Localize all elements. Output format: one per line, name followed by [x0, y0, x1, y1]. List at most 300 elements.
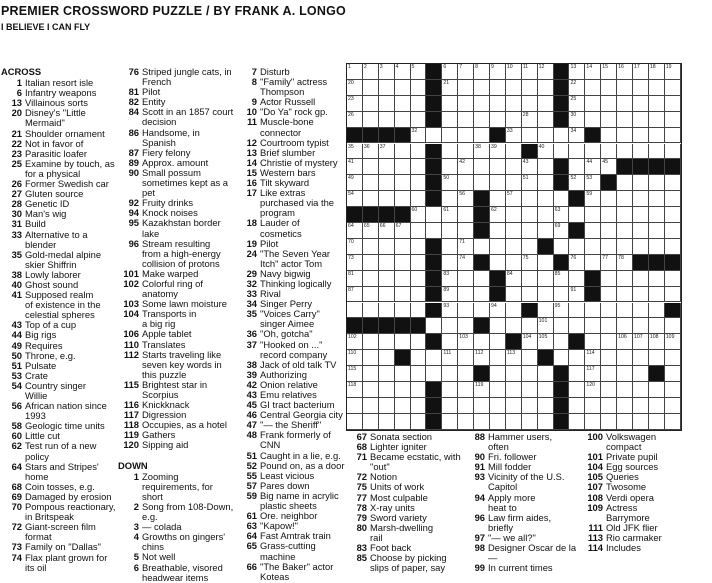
grid-cell[interactable] — [617, 239, 633, 255]
grid-cell[interactable] — [347, 287, 363, 303]
grid-cell[interactable] — [665, 112, 681, 128]
grid-cell[interactable] — [442, 128, 458, 144]
grid-cell[interactable] — [601, 318, 617, 334]
grid-cell[interactable] — [633, 271, 649, 287]
grid-cell[interactable] — [490, 112, 506, 128]
grid-cell[interactable] — [347, 191, 363, 207]
grid-cell[interactable] — [411, 239, 427, 255]
grid-cell[interactable] — [379, 80, 395, 96]
grid-cell[interactable] — [458, 398, 474, 414]
grid-cell[interactable] — [474, 334, 490, 350]
grid-cell[interactable] — [379, 303, 395, 319]
grid-cell[interactable] — [665, 223, 681, 239]
grid-cell[interactable] — [538, 255, 554, 271]
grid-cell[interactable] — [601, 414, 617, 430]
grid-cell[interactable] — [347, 159, 363, 175]
grid-cell[interactable] — [426, 207, 442, 223]
grid-cell[interactable] — [585, 382, 601, 398]
grid-cell[interactable] — [506, 112, 522, 128]
grid-cell[interactable] — [474, 128, 490, 144]
grid-cell[interactable] — [347, 175, 363, 191]
grid-cell[interactable] — [649, 398, 665, 414]
grid-cell[interactable] — [633, 239, 649, 255]
grid-cell[interactable] — [601, 112, 617, 128]
grid-cell[interactable] — [633, 414, 649, 430]
grid-cell[interactable] — [554, 318, 570, 334]
grid-cell[interactable] — [538, 382, 554, 398]
grid-cell[interactable] — [569, 303, 585, 319]
grid-cell[interactable] — [442, 175, 458, 191]
grid-cell[interactable] — [379, 382, 395, 398]
grid-cell[interactable] — [363, 144, 379, 160]
grid-cell[interactable] — [442, 382, 458, 398]
grid-cell[interactable] — [538, 96, 554, 112]
grid-cell[interactable] — [617, 271, 633, 287]
grid-cell[interactable] — [633, 350, 649, 366]
grid-cell[interactable] — [363, 303, 379, 319]
grid-cell[interactable] — [363, 414, 379, 430]
grid-cell[interactable] — [554, 128, 570, 144]
grid-cell[interactable] — [474, 271, 490, 287]
grid-cell[interactable] — [347, 223, 363, 239]
grid-cell[interactable] — [665, 334, 681, 350]
grid-cell[interactable] — [506, 350, 522, 366]
grid-cell[interactable] — [633, 191, 649, 207]
grid-cell[interactable] — [411, 223, 427, 239]
grid-cell[interactable] — [585, 64, 601, 80]
grid-cell[interactable] — [538, 80, 554, 96]
grid-cell[interactable] — [538, 128, 554, 144]
grid-cell[interactable] — [601, 334, 617, 350]
grid-cell[interactable] — [363, 334, 379, 350]
grid-cell[interactable] — [379, 175, 395, 191]
grid-cell[interactable] — [554, 191, 570, 207]
grid-cell[interactable] — [585, 255, 601, 271]
grid-cell[interactable] — [585, 112, 601, 128]
grid-cell[interactable] — [442, 303, 458, 319]
grid-cell[interactable] — [601, 223, 617, 239]
grid-cell[interactable] — [506, 318, 522, 334]
grid-cell[interactable] — [649, 271, 665, 287]
grid-cell[interactable] — [633, 287, 649, 303]
grid-cell[interactable] — [347, 239, 363, 255]
grid-cell[interactable] — [506, 159, 522, 175]
grid-cell[interactable] — [379, 239, 395, 255]
grid-cell[interactable] — [442, 350, 458, 366]
grid-cell[interactable] — [617, 398, 633, 414]
grid-cell[interactable] — [347, 271, 363, 287]
grid-cell[interactable] — [411, 414, 427, 430]
grid-cell[interactable] — [395, 112, 411, 128]
grid-cell[interactable] — [585, 144, 601, 160]
grid-cell[interactable] — [347, 398, 363, 414]
grid-cell[interactable] — [458, 414, 474, 430]
grid-cell[interactable] — [506, 382, 522, 398]
grid-cell[interactable] — [569, 350, 585, 366]
grid-cell[interactable] — [474, 175, 490, 191]
grid-cell[interactable] — [506, 303, 522, 319]
grid-cell[interactable] — [665, 271, 681, 287]
grid-cell[interactable] — [506, 287, 522, 303]
grid-cell[interactable] — [490, 303, 506, 319]
grid-cell[interactable] — [411, 207, 427, 223]
grid-cell[interactable] — [522, 191, 538, 207]
grid-cell[interactable] — [490, 64, 506, 80]
grid-cell[interactable] — [538, 207, 554, 223]
grid-cell[interactable] — [585, 366, 601, 382]
grid-cell[interactable] — [649, 414, 665, 430]
grid-cell[interactable] — [506, 223, 522, 239]
grid-cell[interactable] — [395, 398, 411, 414]
grid-cell[interactable] — [474, 239, 490, 255]
grid-cell[interactable] — [665, 239, 681, 255]
grid-cell[interactable] — [506, 366, 522, 382]
grid-cell[interactable] — [426, 223, 442, 239]
grid-cell[interactable] — [474, 382, 490, 398]
grid-cell[interactable] — [522, 207, 538, 223]
grid-cell[interactable] — [554, 287, 570, 303]
grid-cell[interactable] — [395, 366, 411, 382]
grid-cell[interactable] — [522, 80, 538, 96]
grid-cell[interactable] — [347, 96, 363, 112]
grid-cell[interactable] — [474, 414, 490, 430]
grid-cell[interactable] — [554, 239, 570, 255]
grid-cell[interactable] — [458, 64, 474, 80]
grid-cell[interactable] — [522, 64, 538, 80]
grid-cell[interactable] — [601, 191, 617, 207]
grid-cell[interactable] — [490, 223, 506, 239]
grid-cell[interactable] — [569, 96, 585, 112]
grid-cell[interactable] — [442, 144, 458, 160]
grid-cell[interactable] — [538, 112, 554, 128]
grid-cell[interactable] — [395, 239, 411, 255]
grid-cell[interactable] — [506, 128, 522, 144]
grid-cell[interactable] — [522, 398, 538, 414]
grid-cell[interactable] — [411, 366, 427, 382]
grid-cell[interactable] — [522, 175, 538, 191]
grid-cell[interactable] — [363, 382, 379, 398]
grid-cell[interactable] — [585, 175, 601, 191]
grid-cell[interactable] — [649, 112, 665, 128]
grid-cell[interactable] — [522, 414, 538, 430]
grid-cell[interactable] — [395, 271, 411, 287]
grid-cell[interactable] — [506, 175, 522, 191]
grid-cell[interactable] — [379, 350, 395, 366]
grid-cell[interactable] — [649, 191, 665, 207]
grid-cell[interactable] — [442, 271, 458, 287]
grid-cell[interactable] — [490, 207, 506, 223]
grid-cell[interactable] — [490, 144, 506, 160]
grid-cell[interactable] — [442, 414, 458, 430]
grid-cell[interactable] — [458, 334, 474, 350]
grid-cell[interactable] — [649, 303, 665, 319]
grid-cell[interactable] — [522, 239, 538, 255]
grid-cell[interactable] — [538, 287, 554, 303]
grid-cell[interactable] — [490, 96, 506, 112]
grid-cell[interactable] — [585, 191, 601, 207]
grid-cell[interactable] — [601, 255, 617, 271]
grid-cell[interactable] — [569, 159, 585, 175]
grid-cell[interactable] — [538, 303, 554, 319]
grid-cell[interactable] — [601, 287, 617, 303]
grid-cell[interactable] — [585, 80, 601, 96]
grid-cell[interactable] — [506, 255, 522, 271]
grid-cell[interactable] — [522, 96, 538, 112]
grid-cell[interactable] — [585, 223, 601, 239]
grid-cell[interactable] — [585, 303, 601, 319]
grid-cell[interactable] — [538, 159, 554, 175]
grid-cell[interactable] — [585, 239, 601, 255]
grid-cell[interactable] — [601, 64, 617, 80]
grid-cell[interactable] — [458, 223, 474, 239]
grid-cell[interactable] — [633, 318, 649, 334]
grid-cell[interactable] — [538, 271, 554, 287]
grid-cell[interactable] — [538, 64, 554, 80]
grid-cell[interactable] — [649, 287, 665, 303]
grid-cell[interactable] — [522, 318, 538, 334]
grid-cell[interactable] — [411, 159, 427, 175]
grid-cell[interactable] — [665, 398, 681, 414]
grid-cell[interactable] — [490, 239, 506, 255]
grid-cell[interactable] — [554, 223, 570, 239]
grid-cell[interactable] — [633, 80, 649, 96]
grid-cell[interactable] — [458, 175, 474, 191]
grid-cell[interactable] — [347, 366, 363, 382]
grid-cell[interactable] — [633, 175, 649, 191]
grid-cell[interactable] — [569, 414, 585, 430]
grid-cell[interactable] — [522, 334, 538, 350]
grid-cell[interactable] — [490, 159, 506, 175]
grid-cell[interactable] — [601, 303, 617, 319]
grid-cell[interactable] — [379, 144, 395, 160]
grid-cell[interactable] — [538, 398, 554, 414]
grid-cell[interactable] — [617, 255, 633, 271]
grid-cell[interactable] — [474, 287, 490, 303]
grid-cell[interactable] — [474, 159, 490, 175]
grid-cell[interactable] — [395, 159, 411, 175]
grid-cell[interactable] — [426, 318, 442, 334]
grid-cell[interactable] — [554, 334, 570, 350]
grid-cell[interactable] — [569, 64, 585, 80]
grid-cell[interactable] — [617, 318, 633, 334]
grid-cell[interactable] — [347, 350, 363, 366]
grid-cell[interactable] — [363, 191, 379, 207]
grid-cell[interactable] — [554, 303, 570, 319]
grid-cell[interactable] — [458, 239, 474, 255]
grid-cell[interactable] — [506, 207, 522, 223]
grid-cell[interactable] — [554, 207, 570, 223]
grid-cell[interactable] — [649, 64, 665, 80]
grid-cell[interactable] — [585, 334, 601, 350]
grid-cell[interactable] — [363, 255, 379, 271]
grid-cell[interactable] — [601, 366, 617, 382]
grid-cell[interactable] — [395, 64, 411, 80]
grid-cell[interactable] — [617, 382, 633, 398]
grid-cell[interactable] — [538, 334, 554, 350]
grid-cell[interactable] — [506, 144, 522, 160]
grid-cell[interactable] — [617, 303, 633, 319]
grid-cell[interactable] — [585, 398, 601, 414]
grid-cell[interactable] — [411, 398, 427, 414]
grid-cell[interactable] — [458, 191, 474, 207]
grid-cell[interactable] — [633, 334, 649, 350]
grid-cell[interactable] — [458, 80, 474, 96]
grid-cell[interactable] — [379, 112, 395, 128]
grid-cell[interactable] — [633, 223, 649, 239]
grid-cell[interactable] — [633, 207, 649, 223]
grid-cell[interactable] — [538, 366, 554, 382]
grid-cell[interactable] — [347, 334, 363, 350]
grid-cell[interactable] — [506, 239, 522, 255]
grid-cell[interactable] — [617, 287, 633, 303]
grid-cell[interactable] — [442, 64, 458, 80]
grid-cell[interactable] — [585, 350, 601, 366]
grid-cell[interactable] — [490, 382, 506, 398]
grid-cell[interactable] — [585, 96, 601, 112]
grid-cell[interactable] — [363, 223, 379, 239]
grid-cell[interactable] — [411, 80, 427, 96]
grid-cell[interactable] — [395, 175, 411, 191]
grid-cell[interactable] — [347, 303, 363, 319]
grid-cell[interactable] — [665, 80, 681, 96]
grid-cell[interactable] — [442, 287, 458, 303]
grid-cell[interactable] — [569, 175, 585, 191]
grid-cell[interactable] — [665, 350, 681, 366]
grid-cell[interactable] — [649, 80, 665, 96]
grid-cell[interactable] — [569, 318, 585, 334]
grid-cell[interactable] — [379, 414, 395, 430]
grid-cell[interactable] — [506, 271, 522, 287]
grid-cell[interactable] — [458, 303, 474, 319]
grid-cell[interactable] — [411, 350, 427, 366]
grid-cell[interactable] — [474, 80, 490, 96]
grid-cell[interactable] — [617, 366, 633, 382]
grid-cell[interactable] — [458, 318, 474, 334]
grid-cell[interactable] — [538, 318, 554, 334]
grid-cell[interactable] — [490, 80, 506, 96]
grid-cell[interactable] — [490, 398, 506, 414]
grid-cell[interactable] — [585, 414, 601, 430]
grid-cell[interactable] — [601, 239, 617, 255]
grid-cell[interactable] — [601, 144, 617, 160]
grid-cell[interactable] — [490, 175, 506, 191]
grid-cell[interactable] — [633, 398, 649, 414]
grid-cell[interactable] — [490, 255, 506, 271]
grid-cell[interactable] — [569, 128, 585, 144]
grid-cell[interactable] — [411, 255, 427, 271]
grid-cell[interactable] — [395, 96, 411, 112]
grid-cell[interactable] — [442, 80, 458, 96]
grid-cell[interactable] — [554, 271, 570, 287]
grid-cell[interactable] — [665, 144, 681, 160]
grid-cell[interactable] — [363, 175, 379, 191]
grid-cell[interactable] — [649, 350, 665, 366]
grid-cell[interactable] — [569, 382, 585, 398]
grid-cell[interactable] — [569, 255, 585, 271]
grid-cell[interactable] — [522, 287, 538, 303]
grid-cell[interactable] — [411, 271, 427, 287]
grid-cell[interactable] — [506, 191, 522, 207]
grid-cell[interactable] — [649, 382, 665, 398]
grid-cell[interactable] — [665, 318, 681, 334]
grid-cell[interactable] — [569, 271, 585, 287]
grid-cell[interactable] — [665, 64, 681, 80]
grid-cell[interactable] — [458, 128, 474, 144]
grid-cell[interactable] — [379, 366, 395, 382]
grid-cell[interactable] — [395, 80, 411, 96]
grid-cell[interactable] — [411, 334, 427, 350]
grid-cell[interactable] — [633, 64, 649, 80]
grid-cell[interactable] — [522, 223, 538, 239]
grid-cell[interactable] — [585, 159, 601, 175]
grid-cell[interactable] — [522, 382, 538, 398]
grid-cell[interactable] — [649, 334, 665, 350]
grid-cell[interactable] — [347, 255, 363, 271]
grid-cell[interactable] — [442, 334, 458, 350]
grid-cell[interactable] — [522, 128, 538, 144]
grid-cell[interactable] — [442, 207, 458, 223]
grid-cell[interactable] — [411, 96, 427, 112]
grid-cell[interactable] — [363, 287, 379, 303]
grid-cell[interactable] — [522, 112, 538, 128]
grid-cell[interactable] — [411, 128, 427, 144]
grid-cell[interactable] — [522, 350, 538, 366]
grid-cell[interactable] — [665, 191, 681, 207]
grid-cell[interactable] — [617, 414, 633, 430]
grid-cell[interactable] — [617, 191, 633, 207]
grid-cell[interactable] — [569, 80, 585, 96]
grid-cell[interactable] — [585, 207, 601, 223]
grid-cell[interactable] — [490, 191, 506, 207]
grid-cell[interactable] — [395, 382, 411, 398]
grid-cell[interactable] — [665, 366, 681, 382]
grid-cell[interactable] — [458, 382, 474, 398]
grid-cell[interactable] — [633, 382, 649, 398]
grid-cell[interactable] — [395, 255, 411, 271]
grid-cell[interactable] — [569, 287, 585, 303]
grid-cell[interactable] — [601, 271, 617, 287]
grid-cell[interactable] — [633, 144, 649, 160]
grid-cell[interactable] — [649, 318, 665, 334]
grid-cell[interactable] — [649, 223, 665, 239]
grid-cell[interactable] — [633, 128, 649, 144]
grid-cell[interactable] — [554, 350, 570, 366]
grid-cell[interactable] — [633, 112, 649, 128]
grid-cell[interactable] — [601, 128, 617, 144]
grid-cell[interactable] — [665, 287, 681, 303]
grid-cell[interactable] — [347, 144, 363, 160]
grid-cell[interactable] — [347, 112, 363, 128]
grid-cell[interactable] — [569, 112, 585, 128]
grid-cell[interactable] — [442, 159, 458, 175]
grid-cell[interactable] — [538, 223, 554, 239]
grid-cell[interactable] — [633, 96, 649, 112]
grid-cell[interactable] — [506, 96, 522, 112]
grid-cell[interactable] — [458, 144, 474, 160]
grid-cell[interactable] — [458, 271, 474, 287]
grid-cell[interactable] — [347, 414, 363, 430]
grid-cell[interactable] — [474, 144, 490, 160]
grid-cell[interactable] — [490, 318, 506, 334]
grid-cell[interactable] — [411, 112, 427, 128]
grid-cell[interactable] — [474, 398, 490, 414]
grid-cell[interactable] — [649, 144, 665, 160]
grid-cell[interactable] — [379, 255, 395, 271]
grid-cell[interactable] — [522, 366, 538, 382]
grid-cell[interactable] — [474, 96, 490, 112]
grid-cell[interactable] — [379, 223, 395, 239]
grid-cell[interactable] — [379, 287, 395, 303]
